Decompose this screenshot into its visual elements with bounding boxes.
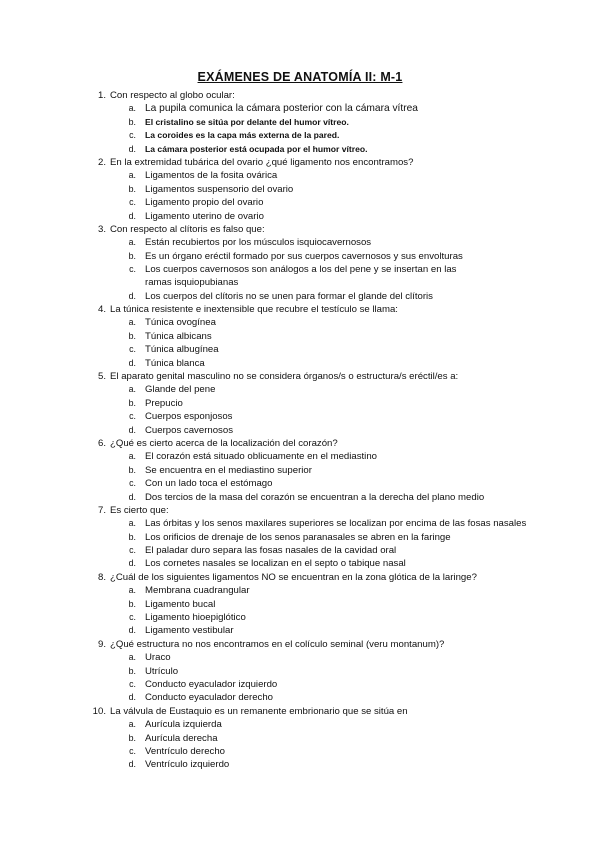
answer-option <box>0 210 600 223</box>
answer-option <box>0 745 600 758</box>
answer-option <box>0 196 600 209</box>
option-letter: c. <box>129 745 136 756</box>
question-text: ¿Qué es cierto acerca de la localización del corazón? <box>110 437 338 449</box>
question-text: ¿Cuál de los siguientes ligamentos NO se encuentran en la zona glótica de la laringe? <box>110 571 477 583</box>
option-letter: c. <box>129 264 136 275</box>
question-item <box>0 638 600 705</box>
option-text: Los cornetes nasales se localizan en el septo o tabique nasal <box>145 558 406 570</box>
answer-option <box>0 718 600 731</box>
question-item <box>0 370 600 437</box>
question-text: ¿Qué estructura no nos encontramos en el colículo seminal (veru montanum)? <box>110 638 445 650</box>
option-text: La pupila comunica la cámara posterior con la cámara vítrea <box>145 103 418 115</box>
option-letter: b. <box>128 531 136 542</box>
question-number: 5. <box>97 371 106 383</box>
answer-option <box>0 531 600 544</box>
answer-option <box>0 397 600 410</box>
answer-option <box>0 758 600 771</box>
option-letter: a. <box>128 170 136 181</box>
answer-option <box>0 517 600 530</box>
option-text: Ligamento vestibular <box>145 625 234 637</box>
option-text: Con un lado toca el estómago <box>145 478 273 490</box>
question-line <box>0 223 600 236</box>
answer-option <box>0 383 600 396</box>
option-letter: d. <box>128 692 136 703</box>
option-text: El cristalino se sitúa por delante del humor vítreo. <box>145 116 349 127</box>
option-text: Es un órgano eréctil formado por sus cuerpos cavernosos y sus envolturas <box>145 250 463 262</box>
option-text: Uraco <box>145 652 171 664</box>
answer-option <box>0 557 600 570</box>
option-letter: a. <box>128 103 136 114</box>
question-list <box>0 89 600 772</box>
option-letter: c. <box>129 130 136 141</box>
option-text: El paladar duro separa las fosas nasales de la cavidad oral <box>145 545 397 557</box>
option-letter: a. <box>128 237 136 248</box>
option-text: Los cuerpos del clítoris no se unen para formar el glande del clítoris <box>145 290 433 302</box>
question-text: La túnica resistente e inextensible que recubre el testículo se llama: <box>110 304 398 316</box>
option-text: Ligamentos de la fosita ovárica <box>145 170 278 182</box>
option-letter: a. <box>128 451 136 462</box>
question-line <box>0 638 600 651</box>
option-text: Las órbitas y los senos maxilares superiores se localizan por encima de las fosas nasales <box>145 518 527 530</box>
option-letter: a. <box>128 317 136 328</box>
option-letter: d. <box>128 625 136 636</box>
option-letter: d. <box>128 357 136 368</box>
question-line <box>0 370 600 383</box>
option-letter: d. <box>128 558 136 569</box>
option-letter: c. <box>129 478 136 489</box>
option-letter: a. <box>128 585 136 596</box>
option-text: Se encuentra en el mediastino superior <box>145 464 312 476</box>
question-line <box>0 571 600 584</box>
question-item <box>0 504 600 571</box>
question-text: La válvula de Eustaquio es un remanente embrionario que se sitúa en <box>110 705 408 717</box>
answer-option <box>0 263 600 290</box>
option-letter: c. <box>129 612 136 623</box>
option-letter: c. <box>129 545 136 556</box>
option-text: Glande del pene <box>145 384 216 396</box>
option-letter: c. <box>129 197 136 208</box>
option-text: Membrana cuadrangular <box>145 585 250 597</box>
answer-option <box>0 357 600 370</box>
question-line <box>0 437 600 450</box>
question-text: El aparato genital masculino no se considera órganos/s o estructura/s eréctil/es a: <box>110 371 459 383</box>
question-line <box>0 156 600 169</box>
option-text: Ligamento bucal <box>145 598 216 610</box>
option-text: Prepucio <box>145 397 183 409</box>
option-letter: d. <box>128 491 136 502</box>
option-letter: c. <box>129 411 136 422</box>
answer-option <box>0 129 600 142</box>
option-letter: c. <box>129 679 136 689</box>
option-text: Cuerpos esponjosos <box>145 411 233 423</box>
question-number: 2. <box>97 156 106 168</box>
answer-option <box>0 544 600 557</box>
question-item <box>0 156 600 223</box>
option-letter: d. <box>128 759 136 770</box>
answer-option <box>0 116 600 129</box>
question-number: 9. <box>97 638 106 650</box>
answer-option <box>0 183 600 196</box>
option-text: Aurícula izquierda <box>145 719 222 731</box>
question-text: Con respecto al clítoris es falso que: <box>110 223 265 235</box>
answer-option <box>0 611 600 624</box>
option-letter: d. <box>128 210 136 221</box>
option-text: Ventrículo derecho <box>145 745 226 757</box>
answer-option <box>0 464 600 477</box>
option-text: La coroides es la capa más externa de la pared. <box>145 130 340 141</box>
question-text: Con respecto al globo ocular: <box>110 90 235 101</box>
answer-option <box>0 169 600 182</box>
question-item <box>0 437 600 504</box>
option-text: Túnica ovogínea <box>145 317 216 329</box>
page-title: EXÁMENES DE ANATOMÍA II: M-1 <box>197 70 403 84</box>
option-text: La cámara posterior está ocupada por el humor vítreo. <box>145 143 368 154</box>
option-letter: b. <box>128 598 136 609</box>
question-text: En la extremidad tubárica del ovario ¿qué ligamento nos encontramos? <box>110 156 414 168</box>
answer-option <box>0 102 600 115</box>
option-text: Túnica albugínea <box>145 344 219 356</box>
answer-option <box>0 678 600 691</box>
question-line <box>0 504 600 517</box>
option-text: Ventrículo izquierdo <box>145 759 230 771</box>
answer-option <box>0 343 600 356</box>
option-letter: a. <box>128 384 136 395</box>
answer-option <box>0 290 600 303</box>
question-line <box>0 705 600 718</box>
answer-option <box>0 236 600 249</box>
option-letter: d. <box>128 290 136 301</box>
answer-option <box>0 477 600 490</box>
option-letter: d. <box>128 424 136 435</box>
option-text: Túnica albicans <box>145 330 212 342</box>
answer-option <box>0 491 600 504</box>
option-text: Los orificios de drenaje de los senos paranasales se abren en la faringe <box>145 531 451 543</box>
option-text: Aurícula derecha <box>145 732 218 744</box>
option-letter: b. <box>128 183 136 194</box>
option-letter: a. <box>128 719 136 730</box>
option-text: Los cuerpos cavernosos son análogos a los del pene y se insertan en las ramas isquiopubianas <box>145 264 457 289</box>
answer-option <box>0 410 600 423</box>
option-letter: b. <box>128 330 136 341</box>
option-text: Túnica blanca <box>145 357 205 369</box>
answer-option <box>0 665 600 678</box>
option-text: Ligamento hioepiglótico <box>145 612 246 624</box>
question-line <box>0 303 600 316</box>
option-text: Están recubiertos por los músculos isquiocavernosos <box>145 237 372 249</box>
option-text: El corazón está situado oblicuamente en el mediastino <box>145 451 377 463</box>
answer-option <box>0 330 600 343</box>
answer-option <box>0 598 600 611</box>
option-text: Ligamento propio del ovario <box>145 197 264 209</box>
option-text: Conducto eyaculador derecho <box>145 692 274 704</box>
answer-option <box>0 250 600 263</box>
option-letter: d. <box>128 143 136 154</box>
option-text: Dos tercios de la masa del corazón se encuentran a la derecha del plano medio <box>145 491 485 503</box>
question-line <box>0 89 600 102</box>
answer-option <box>0 450 600 463</box>
option-letter: a. <box>128 652 136 663</box>
option-letter: c. <box>129 344 136 355</box>
option-letter: b. <box>128 116 136 127</box>
question-item <box>0 223 600 303</box>
question-number: 3. <box>97 223 106 235</box>
question-number: 8. <box>97 571 106 583</box>
question-number: 1. <box>97 90 106 101</box>
option-letter: b. <box>128 397 136 408</box>
option-text: Conducto eyaculador izquierdo <box>145 679 278 690</box>
answer-option <box>0 624 600 637</box>
option-letter: b. <box>128 732 136 743</box>
answer-option <box>0 316 600 329</box>
question-number: 7. <box>97 504 106 516</box>
answer-option <box>0 424 600 437</box>
question-number: 4. <box>97 304 106 316</box>
answer-option <box>0 584 600 597</box>
question-number: 10. <box>92 705 106 717</box>
option-letter: b. <box>128 250 136 261</box>
question-item <box>0 571 600 638</box>
option-letter: b. <box>128 665 136 676</box>
option-text: Utrículo <box>145 665 179 677</box>
answer-option <box>0 691 600 704</box>
question-text: Es cierto que: <box>110 504 169 516</box>
option-text: Cuerpos cavernosos <box>145 424 233 436</box>
question-number: 6. <box>97 437 106 449</box>
question-item <box>0 705 600 772</box>
option-letter: b. <box>128 464 136 475</box>
answer-option <box>0 651 600 664</box>
question-item <box>0 89 600 156</box>
answer-option <box>0 732 600 745</box>
option-text: Ligamentos suspensorio del ovario <box>145 183 294 195</box>
option-text: Ligamento uterino de ovario <box>145 210 264 222</box>
question-item <box>0 303 600 370</box>
option-letter: a. <box>128 518 136 529</box>
answer-option <box>0 143 600 156</box>
